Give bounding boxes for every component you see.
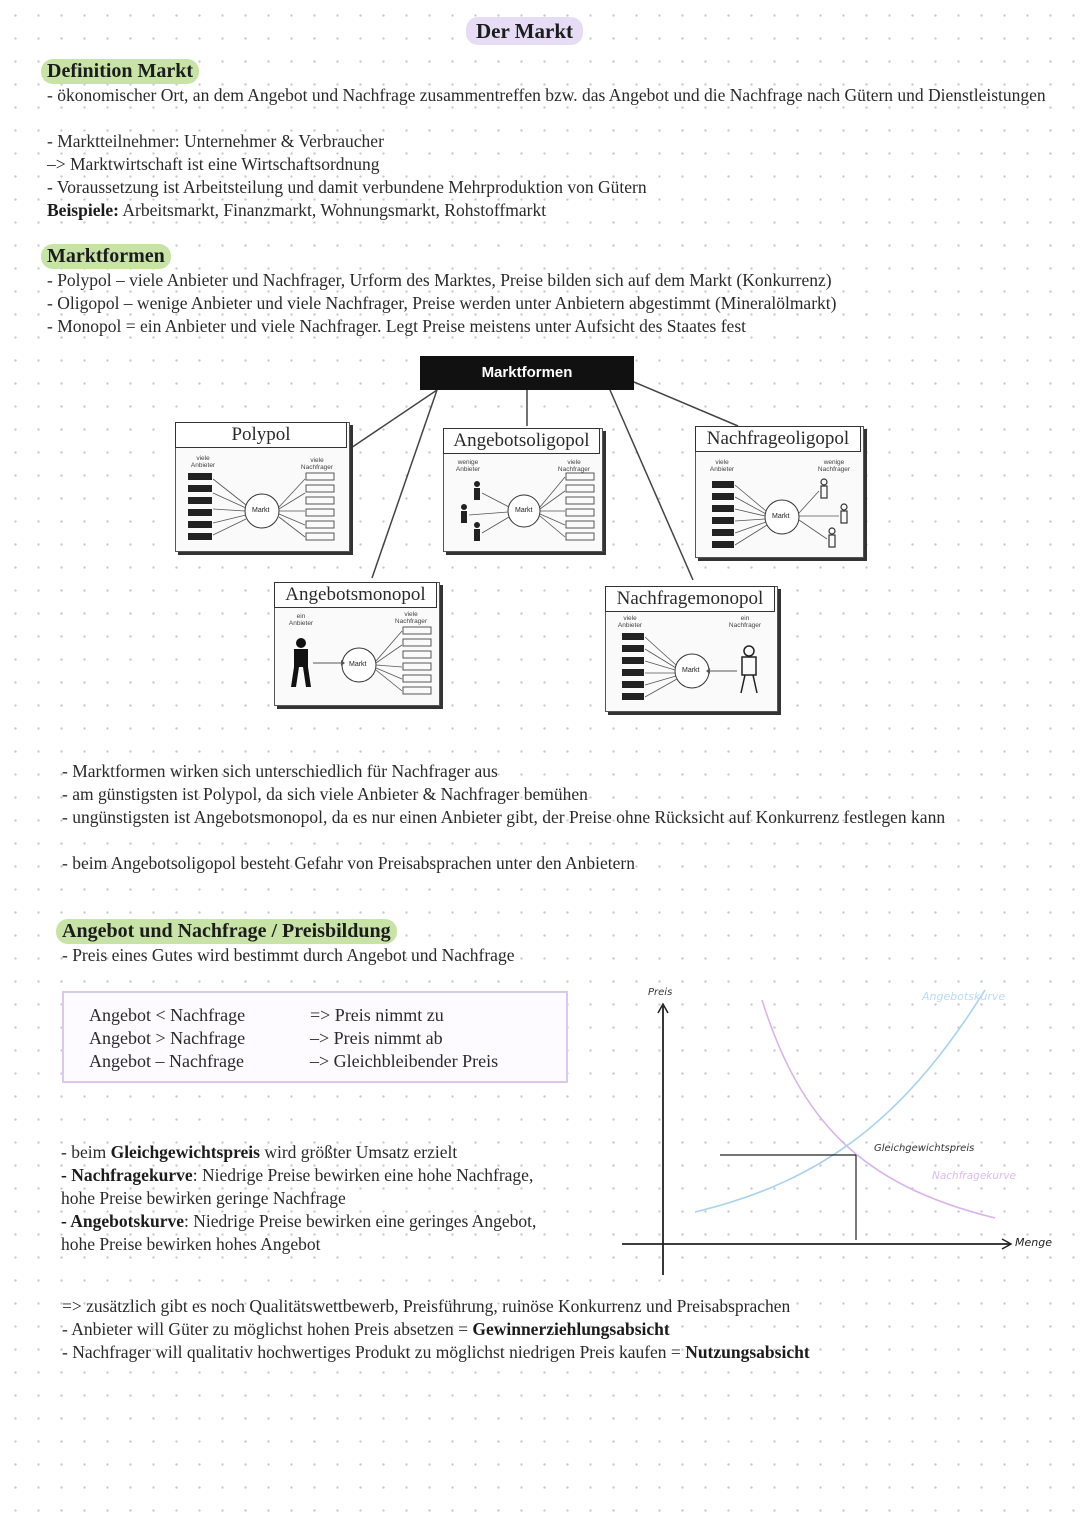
card-title-nachfrageoligopol: Nachfrageoligopol: [695, 426, 861, 452]
rule-cond-1: Angebot < Nachfrage: [89, 1005, 246, 1025]
summary-line-3-bold: Nutzungsabsicht: [685, 1342, 810, 1362]
angebotskurve-cont: hohe Preise bewirken hohes Angebot: [61, 1234, 321, 1254]
markt-label: Markt: [349, 661, 367, 668]
card-left-label: viele Anbieter: [709, 459, 735, 473]
rule-result-2: –> Preis nimmt ab: [310, 1028, 443, 1048]
effects-line-4: - beim Angebotsoligopol besteht Gefahr von Preisabsprachen unter den Anbietern: [62, 853, 635, 873]
bullet3-bold: - Angebotskurve: [61, 1211, 184, 1231]
definition-line-1: - ökonomischer Ort, an dem Angebot und Nachfrage zusammentreffen bzw. das Angebot und die Nachfrage nach Gütern und Dienstleistungen: [47, 85, 1046, 105]
x-axis-label: Menge: [1015, 1236, 1052, 1249]
demand-curve-label: Nachfragekurve: [932, 1170, 1017, 1182]
y-axis-label: Preis: [648, 987, 673, 998]
examples-label: Beispiele:: [47, 200, 119, 220]
card-left-label: viele Anbieter: [617, 615, 643, 629]
markt-label: Markt: [772, 513, 790, 520]
card-right-label: viele Nachfrager: [557, 459, 591, 473]
effects-line-2: - am günstigsten ist Polypol, da sich viele Anbieter & Nachfrager bemühen: [62, 784, 588, 804]
definition-line-2: - Marktteilnehmer: Unternehmer & Verbraucher: [47, 131, 384, 151]
equilibrium-label: Gleichgewichtspreis: [874, 1143, 975, 1154]
card-right-label: wenige Nachfrager: [817, 459, 851, 473]
diagram-title: Marktformen: [420, 356, 634, 390]
rule-cond-3: Angebot – Nachfrage: [89, 1051, 244, 1071]
card-right-label: ein Nachfrager: [728, 615, 762, 629]
heading-marktformen: Marktformen: [41, 244, 171, 269]
examples-text: Arbeitsmarkt, Finanzmarkt, Wohnungsmarkt, Rohstoffmarkt: [118, 200, 547, 220]
heading-definition-markt: Definition Markt: [41, 59, 199, 84]
bullet2-bold: - Nachfragekurve: [61, 1165, 193, 1185]
markt-label: Markt: [515, 507, 533, 514]
card-title-angebotsmonopol: Angebotsmonopol: [274, 582, 437, 608]
card-left-label: ein Anbieter: [288, 613, 314, 627]
rule-result-3: –> Gleichbleibender Preis: [310, 1051, 499, 1071]
marktformen-line-2: - Oligopol – wenige Anbieter und viele Nachfrager, Preise werden unter Anbietern abgestimmt (Mineralölmarkt): [47, 293, 837, 313]
summary-line-3-text: - Nachfrager will qualitativ hochwertiges Produkt zu möglichst niedrigen Preis kaufen =: [62, 1342, 686, 1362]
page-title: Der Markt: [466, 17, 583, 45]
summary-line-3: [62, 1341, 810, 1364]
bullet1-bold: Gleichgewichtspreis: [110, 1142, 260, 1162]
card-title-angebotsoligopol: Angebotsoligopol: [443, 428, 600, 454]
marktformen-line-3: - Monopol = ein Anbieter und viele Nachfrager. Legt Preise meistens unter Aufsicht des Staates fest: [47, 316, 746, 336]
summary-line-2: [62, 1318, 670, 1341]
markt-label: Markt: [682, 667, 700, 674]
summary-line-1: => zusätzlich gibt es noch Qualitätswettbewerb, Preisführung, ruinöse Konkurrenz und Preisabsprachen: [62, 1296, 791, 1316]
card-right-label: viele Nachfrager: [300, 457, 334, 471]
rule-result-1: => Preis nimmt zu: [310, 1005, 444, 1025]
card-left-label: wenige Anbieter: [455, 459, 481, 473]
nachfragekurve-cont: hohe Preise bewirken geringe Nachfrage: [61, 1188, 346, 1208]
card-left-label: viele Anbieter: [190, 455, 216, 469]
bullet3-post: : Niedrige Preise bewirken eine geringes Angebot,: [184, 1211, 537, 1231]
definition-line-4: - Voraussetzung ist Arbeitsteilung und damit verbundene Mehrproduktion von Gütern: [47, 177, 647, 197]
preisbildung-intro: - Preis eines Gutes wird bestimmt durch Angebot und Nachfrage: [62, 945, 515, 965]
supply-curve-label: Angebotskurve: [922, 990, 1006, 1003]
summary-line-2-bold: Gewinnerziehlungsabsicht: [472, 1319, 670, 1339]
markt-label: Markt: [252, 507, 270, 514]
card-title-nachfragemonopol: Nachfragemonopol: [605, 586, 775, 612]
bullet1-post: wird größter Umsatz erzielt: [259, 1142, 458, 1162]
card-title-polypol: Polypol: [175, 422, 347, 448]
card-right-label: viele Nachfrager: [394, 611, 428, 625]
effects-line-1: - Marktformen wirken sich unterschiedlich für Nachfrager aus: [62, 761, 498, 781]
summary-line-2-text: - Anbieter will Güter zu möglichst hohen Preis absetzen =: [62, 1319, 473, 1339]
rule-cond-2: Angebot > Nachfrage: [89, 1028, 246, 1048]
bullet1-pre: - beim: [61, 1142, 111, 1162]
marktformen-line-1: - Polypol – viele Anbieter und Nachfrager, Urform des Marktes, Preise bilden sich auf dem Markt (Konkurrenz): [47, 270, 832, 290]
demand-curve: [762, 1000, 995, 1218]
definition-line-3: –> Marktwirtschaft ist eine Wirtschaftsordnung: [47, 154, 380, 174]
effects-line-3: - ungünstigsten ist Angebotsmonopol, da es nur einen Anbieter gibt, der Preise ohne Rücksicht auf Konkurrenz festlegen kann: [62, 807, 946, 827]
bullet2-post: : Niedrige Preise bewirken eine hohe Nachfrage,: [192, 1165, 534, 1185]
heading-preisbildung: Angebot und Nachfrage / Preisbildung: [56, 919, 397, 944]
